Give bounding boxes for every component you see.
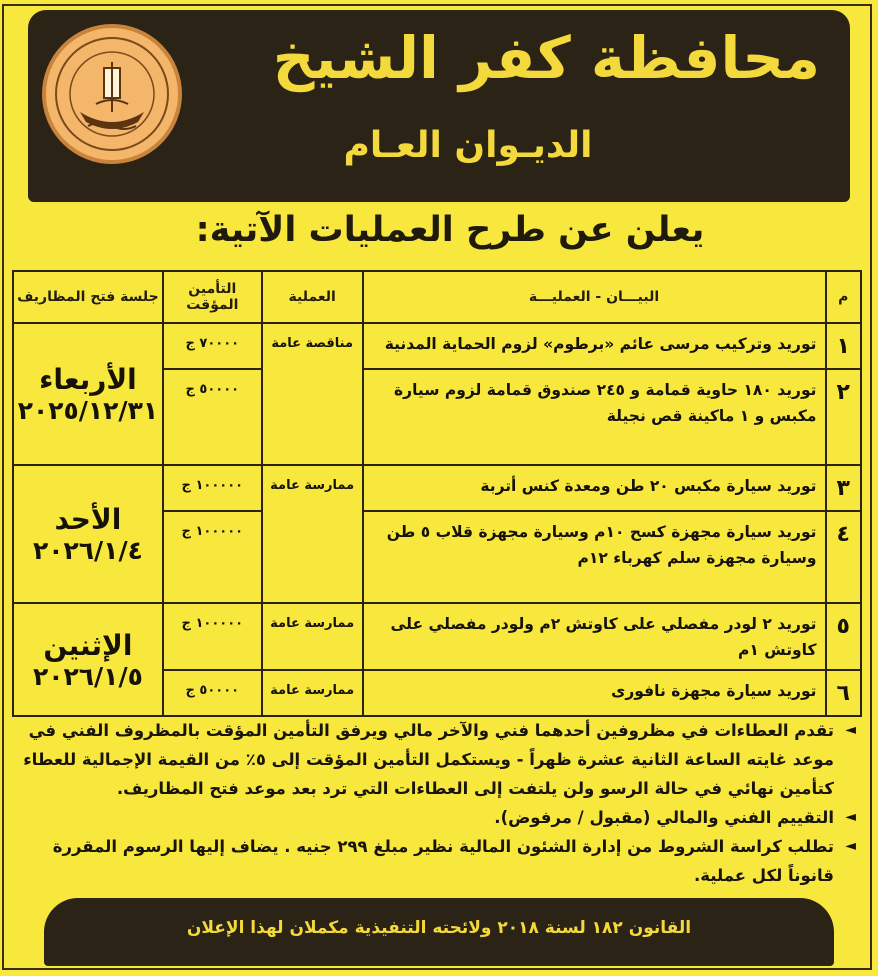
table-row	[13, 465, 861, 511]
row-number: ٣	[826, 465, 862, 511]
session-day: الإثنين	[43, 628, 133, 662]
session-cell	[13, 603, 163, 716]
row-insurance: ١٠٠٠٠٠ ج	[163, 465, 262, 511]
governorate-title: محافظة كفر الشيخ	[272, 24, 820, 92]
row-number: ١	[826, 323, 862, 369]
row-description: توريد ١٨٠ حاوية قمامة و ٢٤٥ صندوق قمامة لزوم سيارة مكبس و ١ ماكينة قص نجيلة	[363, 369, 826, 465]
row-number: ٥	[826, 603, 862, 670]
announcement-heading: يعلن عن طرح العمليات الآتية:	[195, 210, 705, 250]
row-description: توريد سيارة مكبس ٢٠ طن ومعدة كنس أتربة	[363, 465, 826, 511]
operations-table	[12, 270, 862, 717]
row-operation: مناقصة عامة	[262, 323, 363, 465]
row-description: توريد ٢ لودر مفصلي على كاوتش ٢م ولودر مفصلي على كاوتش ١م	[363, 603, 826, 670]
left-arrow-bullet-icon: ◄	[845, 809, 856, 825]
row-insurance: ٧٠٠٠٠ ج	[163, 323, 262, 369]
row-description: توريد سيارة مجهزة نافورى	[363, 670, 826, 716]
row-number: ٦	[826, 670, 862, 716]
governorate-seal-icon	[42, 24, 182, 164]
footer-text: القانون ١٨٢ لسنة ٢٠١٨ ولائحته التنفيذية مكملان لهذا الإعلان	[186, 918, 692, 938]
row-description: توريد وتركيب مرسى عائم «برطوم» لزوم الحماية المدنية	[363, 323, 826, 369]
session-cell	[13, 323, 163, 465]
header-description: البيـــان - العمليـــة	[363, 271, 826, 323]
table-row	[13, 323, 861, 369]
row-insurance: ٥٠٠٠٠ ج	[163, 670, 262, 716]
header-operation: العملية	[262, 271, 363, 323]
header-session: جلسة فتح المظاريف	[13, 271, 163, 323]
seal-drawing	[52, 34, 172, 154]
note-text: التقييم الفني والمالي (مقبول / مرفوض).	[494, 808, 834, 827]
notes-section	[18, 716, 856, 890]
note-text: تطلب كراسة الشروط من إدارة الشئون المالية نظير مبلغ ٢٩٩ جنيه . يضاف إليها الرسوم المقررة قانوناً لكل عملية.	[52, 837, 834, 885]
row-insurance: ٥٠٠٠٠ ج	[163, 369, 262, 465]
session-day: الأحد	[54, 503, 122, 537]
session-date: ٢٠٢٦/١/٤	[33, 536, 143, 566]
note-text: تقدم العطاءات في مظروفين أحدهما فني والآخر مالي ويرفق التأمين المؤقت بالمظروف الفني في موعد غايته الساعة الثانية عشرة ظهراً - ويستكمل التأمين المؤقت إلى ٥٪ من القيمة الإجمالية للعطاء كتأمين نهائي في حالة الرسو ولن يلتفت إلى العطاءات التي ترد بعد موعد فتح المظاريف.	[23, 721, 834, 798]
note-item	[18, 803, 856, 832]
session-date: ٢٠٢٦/١/٥	[33, 661, 143, 691]
row-operation: ممارسة عامة	[262, 670, 363, 716]
row-number: ٤	[826, 511, 862, 603]
row-description: توريد سيارة مجهزة كسح ١٠م وسيارة مجهزة قلاب ٥ طن وسيارة مجهزة سلم كهرباء ١٢م	[363, 511, 826, 603]
row-operation: ممارسة عامة	[262, 603, 363, 670]
table-header-row	[13, 271, 861, 323]
office-title: الديـوان العـام	[343, 125, 593, 166]
row-operation: ممارسة عامة	[262, 465, 363, 603]
header-number: م	[826, 271, 862, 323]
left-arrow-bullet-icon: ◄	[845, 722, 856, 738]
header-insurance: التأمين المؤقت	[163, 271, 262, 323]
session-day: الأربعاء	[39, 363, 137, 397]
session-cell	[13, 465, 163, 603]
left-arrow-bullet-icon: ◄	[845, 838, 856, 854]
note-item	[18, 716, 856, 803]
row-insurance: ١٠٠٠٠٠ ج	[163, 511, 262, 603]
row-number: ٢	[826, 369, 862, 465]
session-date: ٢٠٢٥/١٢/٣١	[17, 396, 159, 426]
table-row	[13, 603, 861, 670]
row-insurance: ١٠٠٠٠٠ ج	[163, 603, 262, 670]
note-item	[18, 832, 856, 890]
